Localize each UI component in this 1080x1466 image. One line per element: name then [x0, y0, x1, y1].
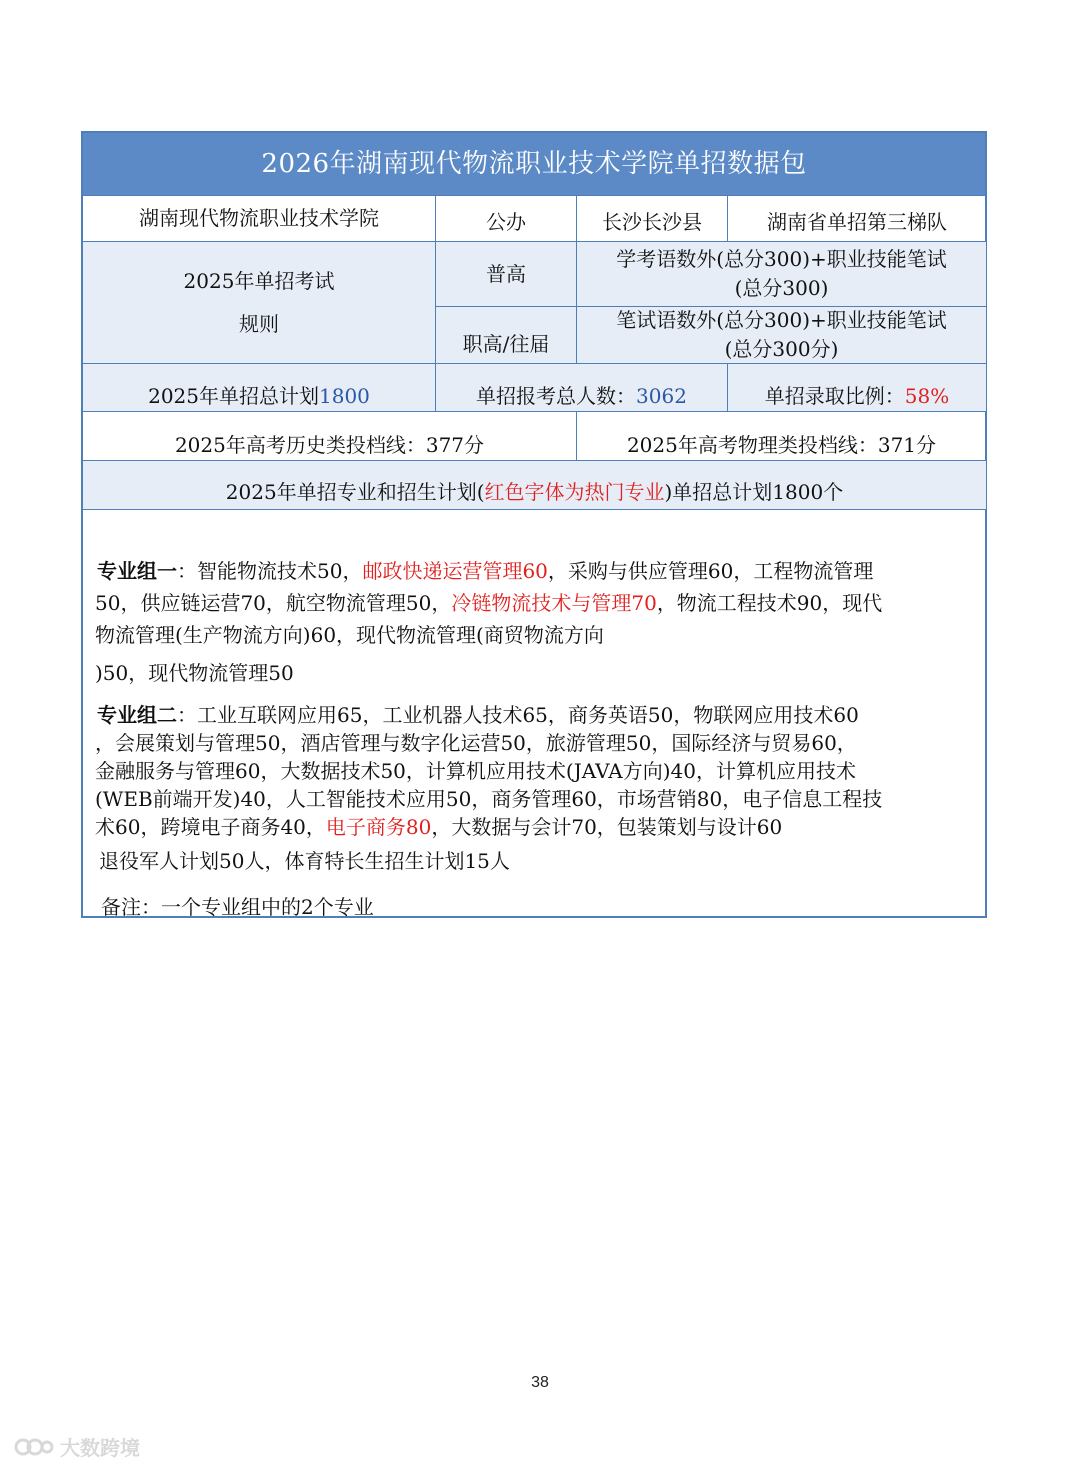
- rules-label-line1: 2025年单招考试: [183, 268, 335, 293]
- group1-line2: [95, 587, 882, 619]
- school-name: 湖南现代物流职业技术学院: [139, 205, 379, 230]
- applicants-value: 3062: [636, 384, 687, 408]
- ratio-label: 单招录取比例：: [764, 384, 905, 408]
- plan-header-part2: )单招总计划1800个: [664, 479, 844, 504]
- group1-label: 专业组一: [97, 559, 177, 583]
- divider: [727, 363, 728, 411]
- group2-line4: (WEB前端开发)40，人工智能技术应用50，商务管理60，市场营销80，电子信息工程技: [95, 787, 883, 811]
- divider: [576, 195, 577, 363]
- group1-text: ，采购与供应管理60，工程物流管理: [547, 559, 874, 583]
- group2-hot-major: 电子商务80: [325, 815, 432, 839]
- plan-header-hot: 红色字体为热门专业: [484, 479, 665, 504]
- general-desc-line2: (总分300): [734, 276, 829, 300]
- group2-text: ：工业互联网应用65，工业机器人技术65，商务英语50，物联网应用技术60: [177, 703, 859, 727]
- school-type: 公办: [486, 209, 526, 234]
- group1-line1: [97, 555, 873, 587]
- divider: [83, 411, 985, 412]
- rules-label: [83, 242, 435, 363]
- divider: [435, 195, 436, 411]
- group2-text: 术60，跨境电子商务40，: [95, 815, 326, 839]
- divider: [83, 195, 985, 196]
- admission-ratio: [728, 364, 986, 411]
- divider: [83, 509, 985, 510]
- divider: [576, 411, 577, 460]
- group1-text: ：智能物流技术50，: [177, 559, 363, 583]
- divider: [727, 195, 728, 241]
- page-number: 38: [531, 1374, 549, 1391]
- table-title: 2026年湖南现代物流职业技术学院单招数据包: [83, 133, 985, 195]
- group2-label: 专业组二: [97, 703, 177, 727]
- group1-hot-major: 邮政快递运营管理60: [362, 559, 548, 583]
- vocational-desc-line1: 笔试语数外(总分300)+职业技能笔试: [616, 308, 947, 332]
- special-plan: 退役军人计划50人，体育特长生招生计划15人: [99, 849, 510, 873]
- watermark: [14, 1432, 140, 1461]
- general-desc: [577, 242, 986, 306]
- watermark-logo-icon: [14, 1434, 54, 1460]
- group1-text: ，物流工程技术90，现代: [656, 591, 883, 615]
- group1-line4: )50，现代物流管理50: [95, 661, 294, 685]
- school-tier: 湖南省单招第三梯队: [767, 209, 947, 234]
- vocational-desc: [577, 307, 986, 363]
- general-label: 普高: [436, 242, 576, 306]
- group1-text: 50，供应链运营70，航空物流管理50，: [95, 591, 452, 615]
- note: 备注：一个专业组中的2个专业: [101, 895, 374, 919]
- divider: [83, 363, 985, 364]
- applicants-label: 单招报考总人数：: [476, 384, 637, 408]
- general-desc-line1: 学考语数外(总分300)+职业技能笔试: [616, 247, 947, 271]
- plan-header: [83, 461, 986, 509]
- vocational-desc-line2: (总分300分): [724, 337, 839, 361]
- history-cutoff: 2025年高考历史类投档线：377分: [174, 432, 485, 457]
- plan-total-value: 1800: [319, 384, 370, 408]
- divider: [83, 460, 985, 461]
- vocational-label: 职高/往届: [436, 307, 576, 363]
- applicants-total: [436, 364, 727, 411]
- group2-text: ，大数据与会计70，包装策划与设计60: [431, 815, 783, 839]
- plan-header-part1: 2025年单招专业和招生计划(: [225, 479, 485, 504]
- group2-line3: 金融服务与管理60，大数据技术50，计算机应用技术(JAVA方向)40，计算机应用技术: [95, 759, 856, 783]
- plan-total: [83, 364, 435, 411]
- rules-label-line2: 规则: [239, 311, 279, 336]
- divider: [435, 306, 985, 307]
- physics-cutoff: 2025年高考物理类投档线：371分: [626, 432, 937, 457]
- school-location: 长沙长沙县: [602, 209, 702, 234]
- group1-hot-major: 冷链物流技术与管理70: [451, 591, 657, 615]
- plan-total-label: 2025年单招总计划: [148, 384, 319, 408]
- admission-data-table: [81, 131, 987, 918]
- divider: [83, 241, 985, 242]
- group2-line2: ，会展策划与管理50，酒店管理与数字化运营50，旅游管理50，国际经济与贸易60，: [95, 731, 857, 755]
- group1-line3: 物流管理(生产物流方向)60，现代物流管理(商贸物流方向: [95, 623, 604, 647]
- ratio-value: 58%: [904, 384, 950, 408]
- watermark-text: 大数跨境: [60, 1438, 140, 1460]
- group2-line5: [95, 811, 782, 843]
